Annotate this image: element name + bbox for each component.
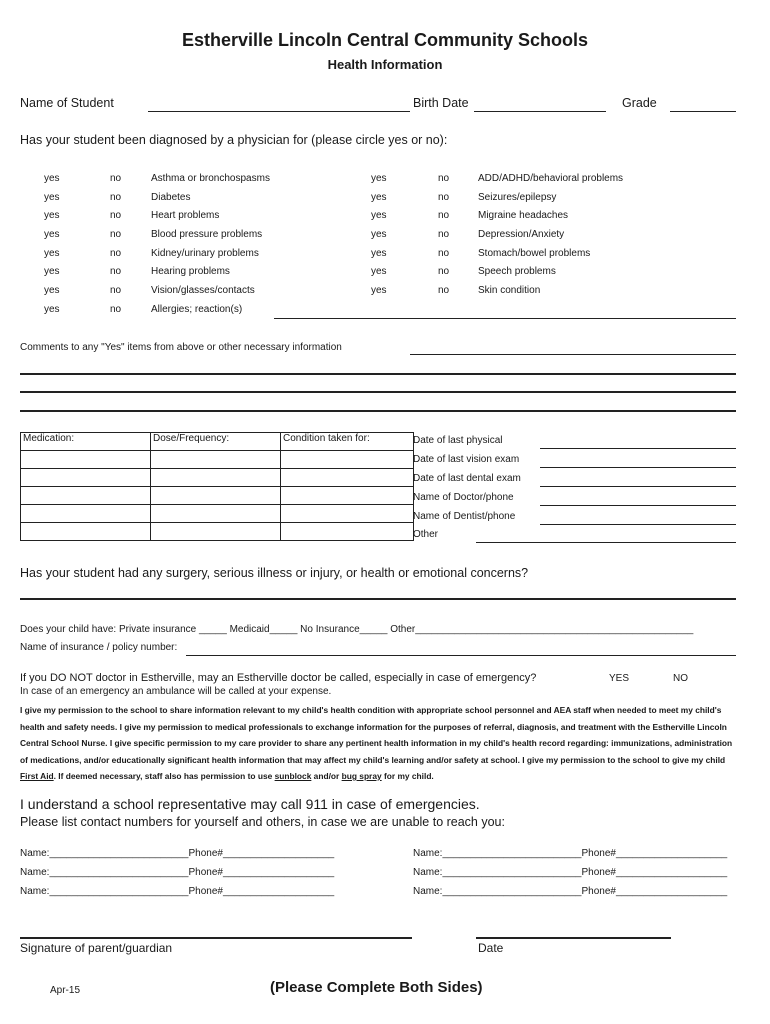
yes-option[interactable]: yes bbox=[44, 285, 60, 296]
grade-label: Grade bbox=[622, 96, 657, 110]
birth-date-label: Birth Date bbox=[413, 96, 469, 110]
contact-entry[interactable]: Name:_________________________Phone#____________________ bbox=[413, 867, 728, 878]
consent-text-2: . If deemed necessary, staff also has permission to use bbox=[53, 771, 275, 781]
yes-option[interactable]: yes bbox=[44, 173, 60, 184]
contact-entry[interactable]: Name:_________________________Phone#____________________ bbox=[20, 886, 335, 897]
consent-paragraph bbox=[20, 702, 740, 785]
no-option[interactable]: no bbox=[110, 248, 122, 259]
table-cell[interactable] bbox=[281, 451, 414, 469]
yes-option[interactable]: yes bbox=[371, 210, 387, 221]
condition-label: Vision/glasses/contacts bbox=[151, 285, 255, 296]
no-option[interactable]: no bbox=[438, 229, 450, 240]
table-cell[interactable] bbox=[21, 523, 151, 541]
yes-option[interactable]: yes bbox=[44, 304, 60, 315]
table-cell[interactable] bbox=[21, 451, 151, 469]
condition-label: Diabetes bbox=[151, 192, 191, 203]
exam-info-field[interactable] bbox=[476, 542, 736, 543]
consent-text-3: and/or bbox=[311, 771, 342, 781]
yes-option[interactable]: yes bbox=[44, 266, 60, 277]
date-label: Date bbox=[478, 941, 504, 955]
birth-date-field[interactable] bbox=[474, 111, 606, 112]
yes-option[interactable]: yes bbox=[371, 173, 387, 184]
no-option[interactable]: no bbox=[110, 285, 122, 296]
form-title: Estherville Lincoln Central Community Schools bbox=[181, 30, 589, 50]
doctor-question: If you DO NOT doctor in Estherville, may an Estherville doctor be called, especially in case of emergency? bbox=[20, 672, 537, 684]
yes-option[interactable]: yes bbox=[44, 229, 60, 240]
yes-option[interactable]: yes bbox=[44, 192, 60, 203]
dose-header: Dose/Frequency: bbox=[151, 433, 281, 451]
signature-label: Signature of parent/guardian bbox=[20, 941, 173, 955]
exam-info-field[interactable] bbox=[540, 505, 736, 506]
yes-option[interactable]: yes bbox=[371, 285, 387, 296]
condition-label: Blood pressure problems bbox=[151, 229, 263, 240]
signature-field[interactable] bbox=[20, 937, 412, 939]
condition-label: Stomach/bowel problems bbox=[478, 248, 591, 259]
insurance-line: Does your child have: Private insurance _____ Medicaid_____ No Insurance_____ Other__________________________________________________ bbox=[20, 624, 694, 635]
no-option[interactable]: no bbox=[438, 248, 450, 259]
table-row bbox=[21, 451, 414, 469]
table-cell[interactable] bbox=[281, 505, 414, 523]
exam-info-label: Name of Doctor/phone bbox=[413, 492, 514, 503]
condition-label: Speech problems bbox=[478, 266, 556, 277]
comments-field-1[interactable] bbox=[410, 354, 736, 355]
exam-info-field[interactable] bbox=[540, 467, 736, 468]
medication-header: Medication: bbox=[21, 433, 151, 451]
ambulance-notice: In case of an emergency an ambulance will be called at your expense. bbox=[20, 686, 332, 697]
condition-label: ADD/ADHD/behavioral problems bbox=[478, 173, 624, 184]
table-cell[interactable] bbox=[21, 469, 151, 487]
condition-label: Kidney/urinary problems bbox=[151, 248, 259, 259]
no-option[interactable]: no bbox=[110, 173, 122, 184]
table-cell[interactable] bbox=[281, 523, 414, 541]
contact-entry[interactable]: Name:_________________________Phone#____________________ bbox=[413, 848, 728, 859]
emergency-statement: I understand a school representative may call 911 in case of emergencies. bbox=[20, 796, 480, 812]
table-cell[interactable] bbox=[151, 523, 281, 541]
consent-text-1: I give my permission to the school to share information relevant to my child's health condition with appropriate school personnel and AEA staff when needed to meet my child's health and safety needs. I give my permission to medical professionals to exchange information for the purposes of referral, diagnosis, and treatment with the Estherville Lincoln Central School Nurse. I give specific permission to my care provider to share any pertinent health information in my child's health record regarding: immunizations, administration of medications, and/or educationally significant health information that may affect my child's learning and/or safety at school. I give my permission to the school to give my child bbox=[20, 705, 733, 765]
condition-label: Seizures/epilepsy bbox=[478, 192, 557, 203]
student-name-field[interactable] bbox=[148, 111, 410, 112]
contact-entry[interactable]: Name:_________________________Phone#____________________ bbox=[413, 886, 728, 897]
medication-table bbox=[20, 432, 414, 541]
no-option[interactable]: no bbox=[110, 229, 122, 240]
no-option[interactable]: no bbox=[110, 304, 122, 315]
form-subtitle: Health Information bbox=[327, 57, 443, 72]
yes-option[interactable]: yes bbox=[371, 248, 387, 259]
condition-label: Allergies; reaction(s) bbox=[151, 304, 243, 315]
table-cell[interactable] bbox=[151, 487, 281, 505]
comments-field-3[interactable] bbox=[20, 391, 736, 393]
yes-option[interactable]: yes bbox=[44, 248, 60, 259]
table-header-row bbox=[21, 433, 414, 451]
yes-option[interactable]: yes bbox=[371, 192, 387, 203]
contact-entry[interactable]: Name:_________________________Phone#____________________ bbox=[20, 867, 335, 878]
first-aid-term: First Aid bbox=[20, 771, 54, 781]
no-option[interactable]: no bbox=[438, 266, 450, 277]
bug-spray-term: bug spray bbox=[341, 771, 382, 781]
sunblock-term: sunblock bbox=[274, 771, 312, 781]
table-cell[interactable] bbox=[151, 451, 281, 469]
table-row bbox=[21, 487, 414, 505]
exam-info-label: Name of Dentist/phone bbox=[413, 511, 516, 522]
contact-instructions: Please list contact numbers for yourself and others, in case we are unable to reach you: bbox=[20, 815, 505, 829]
table-row bbox=[21, 505, 414, 523]
doctor-yes-option[interactable]: YES bbox=[609, 673, 630, 684]
grade-field[interactable] bbox=[670, 111, 736, 112]
surgery-question: Has your student had any surgery, serious illness or injury, or health or emotional concerns? bbox=[20, 566, 529, 580]
footer-note: (Please Complete Both Sides) bbox=[270, 979, 483, 996]
exam-info-label: Date of last dental exam bbox=[413, 473, 521, 484]
contact-entry[interactable]: Name:_________________________Phone#____________________ bbox=[20, 848, 335, 859]
consent-text-4: for my child. bbox=[381, 771, 434, 781]
condition-label: Migraine headaches bbox=[478, 210, 569, 221]
no-option[interactable]: no bbox=[438, 285, 450, 296]
table-cell[interactable] bbox=[21, 487, 151, 505]
no-option[interactable]: no bbox=[110, 266, 122, 277]
policy-label: Name of insurance / policy number: bbox=[20, 642, 178, 653]
condition-label: Hearing problems bbox=[151, 266, 230, 277]
exam-info-field[interactable] bbox=[540, 448, 736, 449]
revision-date: Apr-15 bbox=[50, 985, 81, 996]
comments-field-2[interactable] bbox=[20, 373, 736, 375]
table-cell[interactable] bbox=[151, 469, 281, 487]
date-field[interactable] bbox=[476, 937, 671, 939]
condition-label: Asthma or bronchospasms bbox=[151, 173, 270, 184]
comments-field-4[interactable] bbox=[20, 410, 736, 412]
exam-info-field[interactable] bbox=[540, 486, 736, 487]
diagnosis-question: Has your student been diagnosed by a physician for (please circle yes or no): bbox=[20, 133, 448, 147]
condition-label: Heart problems bbox=[151, 210, 220, 221]
table-cell[interactable] bbox=[281, 487, 414, 505]
exam-info-field[interactable] bbox=[540, 524, 736, 525]
yes-option[interactable]: yes bbox=[44, 210, 60, 221]
allergies-field[interactable] bbox=[274, 318, 736, 319]
table-cell[interactable] bbox=[151, 505, 281, 523]
comments-label: Comments to any "Yes" items from above or other necessary information bbox=[20, 342, 342, 353]
no-option[interactable]: no bbox=[110, 210, 122, 221]
exam-info-label: Date of last vision exam bbox=[413, 454, 520, 465]
table-row bbox=[21, 523, 414, 541]
doctor-no-option[interactable]: NO bbox=[673, 673, 688, 684]
table-row bbox=[21, 469, 414, 487]
condition-header: Condition taken for: bbox=[281, 433, 414, 451]
no-option[interactable]: no bbox=[438, 173, 450, 184]
table-cell[interactable] bbox=[281, 469, 414, 487]
exam-info-label: Other bbox=[413, 529, 439, 540]
student-name-label: Name of Student bbox=[20, 96, 114, 110]
surgery-field[interactable] bbox=[20, 598, 736, 600]
yes-option[interactable]: yes bbox=[371, 229, 387, 240]
condition-label: Skin condition bbox=[478, 285, 541, 296]
table-cell[interactable] bbox=[21, 505, 151, 523]
no-option[interactable]: no bbox=[438, 210, 450, 221]
exam-info-label: Date of last physical bbox=[413, 435, 503, 446]
no-option[interactable]: no bbox=[110, 192, 122, 203]
policy-field[interactable] bbox=[186, 655, 736, 656]
no-option[interactable]: no bbox=[438, 192, 450, 203]
condition-label: Depression/Anxiety bbox=[478, 229, 565, 240]
yes-option[interactable]: yes bbox=[371, 266, 387, 277]
